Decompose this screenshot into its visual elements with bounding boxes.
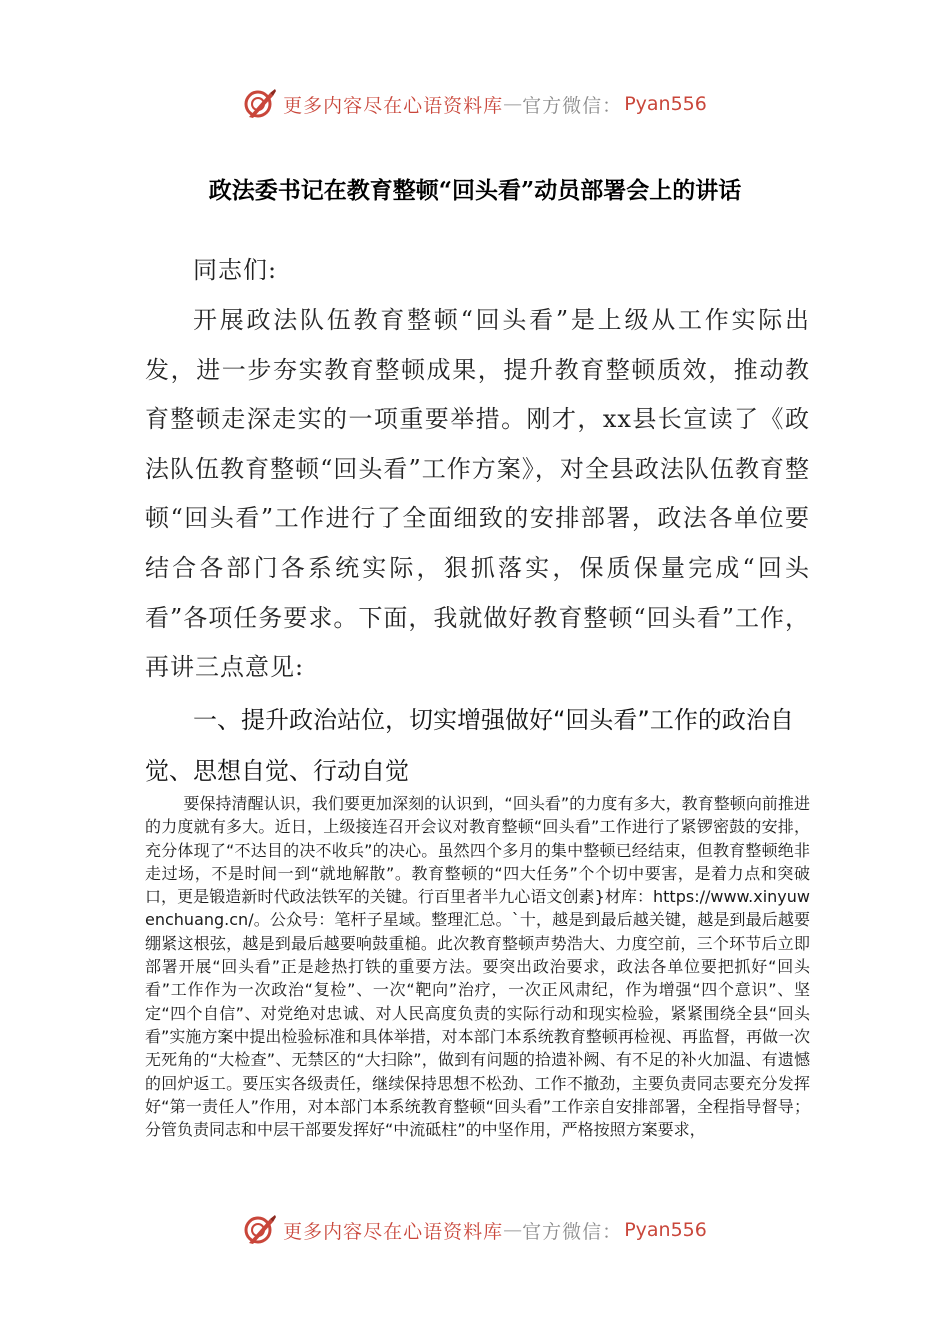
intro-paragraph: 开展政法队伍教育整顿“回头看”是上级从工作实际出发，进一步夯实教育整顿成果，提升教育整顿质效，推动教育整顿走深走实的一项重要举措。刚才，xx县长宣读了《政法队伍教育整顿“回头看”工作方案》，对全县政法队伍教育整顿“回头看”工作进行了全面细致的安排部署，政法各单位要结合各部门各系统实际，狠抓落实，保质保量完成“回头看”各项任务要求。下面，我就做好教育整顿“回头看”工作，再讲三点意见:: [145, 306, 810, 682]
watermark-banner-bottom: [0, 1210, 950, 1250]
greeting: 同志们:: [193, 256, 278, 284]
watermark-text: 更多内容尽在心语资料库: [283, 94, 504, 117]
document-title: 政法委书记在教育整顿“回头看”动员部署会上的讲话: [208, 177, 742, 204]
watermark-banner-top: [0, 84, 950, 124]
watermark-subtext: 官方微信：: [522, 94, 623, 117]
watermark-text: 更多内容尽在心语资料库: [283, 1220, 504, 1243]
brush-logo-icon: [243, 87, 277, 121]
brush-logo-icon: [243, 1213, 277, 1247]
watermark-subtext: 官方微信：: [522, 1220, 623, 1243]
watermark-id: Pyan556: [624, 1219, 707, 1241]
section-body-1: 要保持清醒认识，我们要更加深刻的认识到，“回头看”的力度有多大，教育整顿向前推进的力度就有多大。近日，上级接连召开会议对教育整顿“回头看”工作进行了紧锣密鼓的安排，充分体现了“不达目的决不收兵”的决心。虽然四个多月的集中整顿已经结束，但教育整顿绝非走过场，不是时间一到“就地解散”。教育整顿的“四大任务”个个切中要害，是着力点和突破口，更是锻造新时代政法铁军的关键。行百里者半九心语文创素}材库：https://www.xinyuwenchuang.cn/。公众号：笔杆子星域。整理汇总。`十，越是到最后越关键，越是到最后越要绷紧这根弦，越是到最后越要响鼓重槌。此次教育整顿声势浩大、力度空前，三个环节后立即部署开展“回头看”正是趁热打铁的重要方法。要突出政治要求，政法各单位要把抓好“回头看”工作作为一次政治“复检”、一次“靶向”治疗，一次正风肃纪，作为增强“四个意识”、坚定“四个自信”、对党绝对忠诚、对人民高度负责的实际行动和现实检验，紧紧围绕全县“回头看”实施方案中提出检验标准和具体举措，对本部门本系统教育整顿再检视、再监督，再做一次无死角的“大检查”、无禁区的“大扫除”，做到有问题的拾遗补阙、有不足的补火加温、有遗憾的回炉返工。要压实各级责任，继续保持思想不松劲、工作不撤劲，主要负责同志要充分发挥好“第一责任人”作用，对本部门本系统教育整顿“回头看”工作亲自安排部署，全程指导督导；分管负责同志和中层干部要发挥好“中流砥柱”的中坚作用，严格按照方案要求，: [145, 794, 810, 1140]
watermark-separator: —: [503, 1219, 523, 1241]
watermark-separator: —: [503, 93, 523, 115]
watermark-id: Pyan556: [624, 93, 707, 115]
section-heading-1: 一、提升政治站位，切实增强做好“回头看”工作的政治自觉、思想自觉、行动自觉: [145, 706, 794, 785]
